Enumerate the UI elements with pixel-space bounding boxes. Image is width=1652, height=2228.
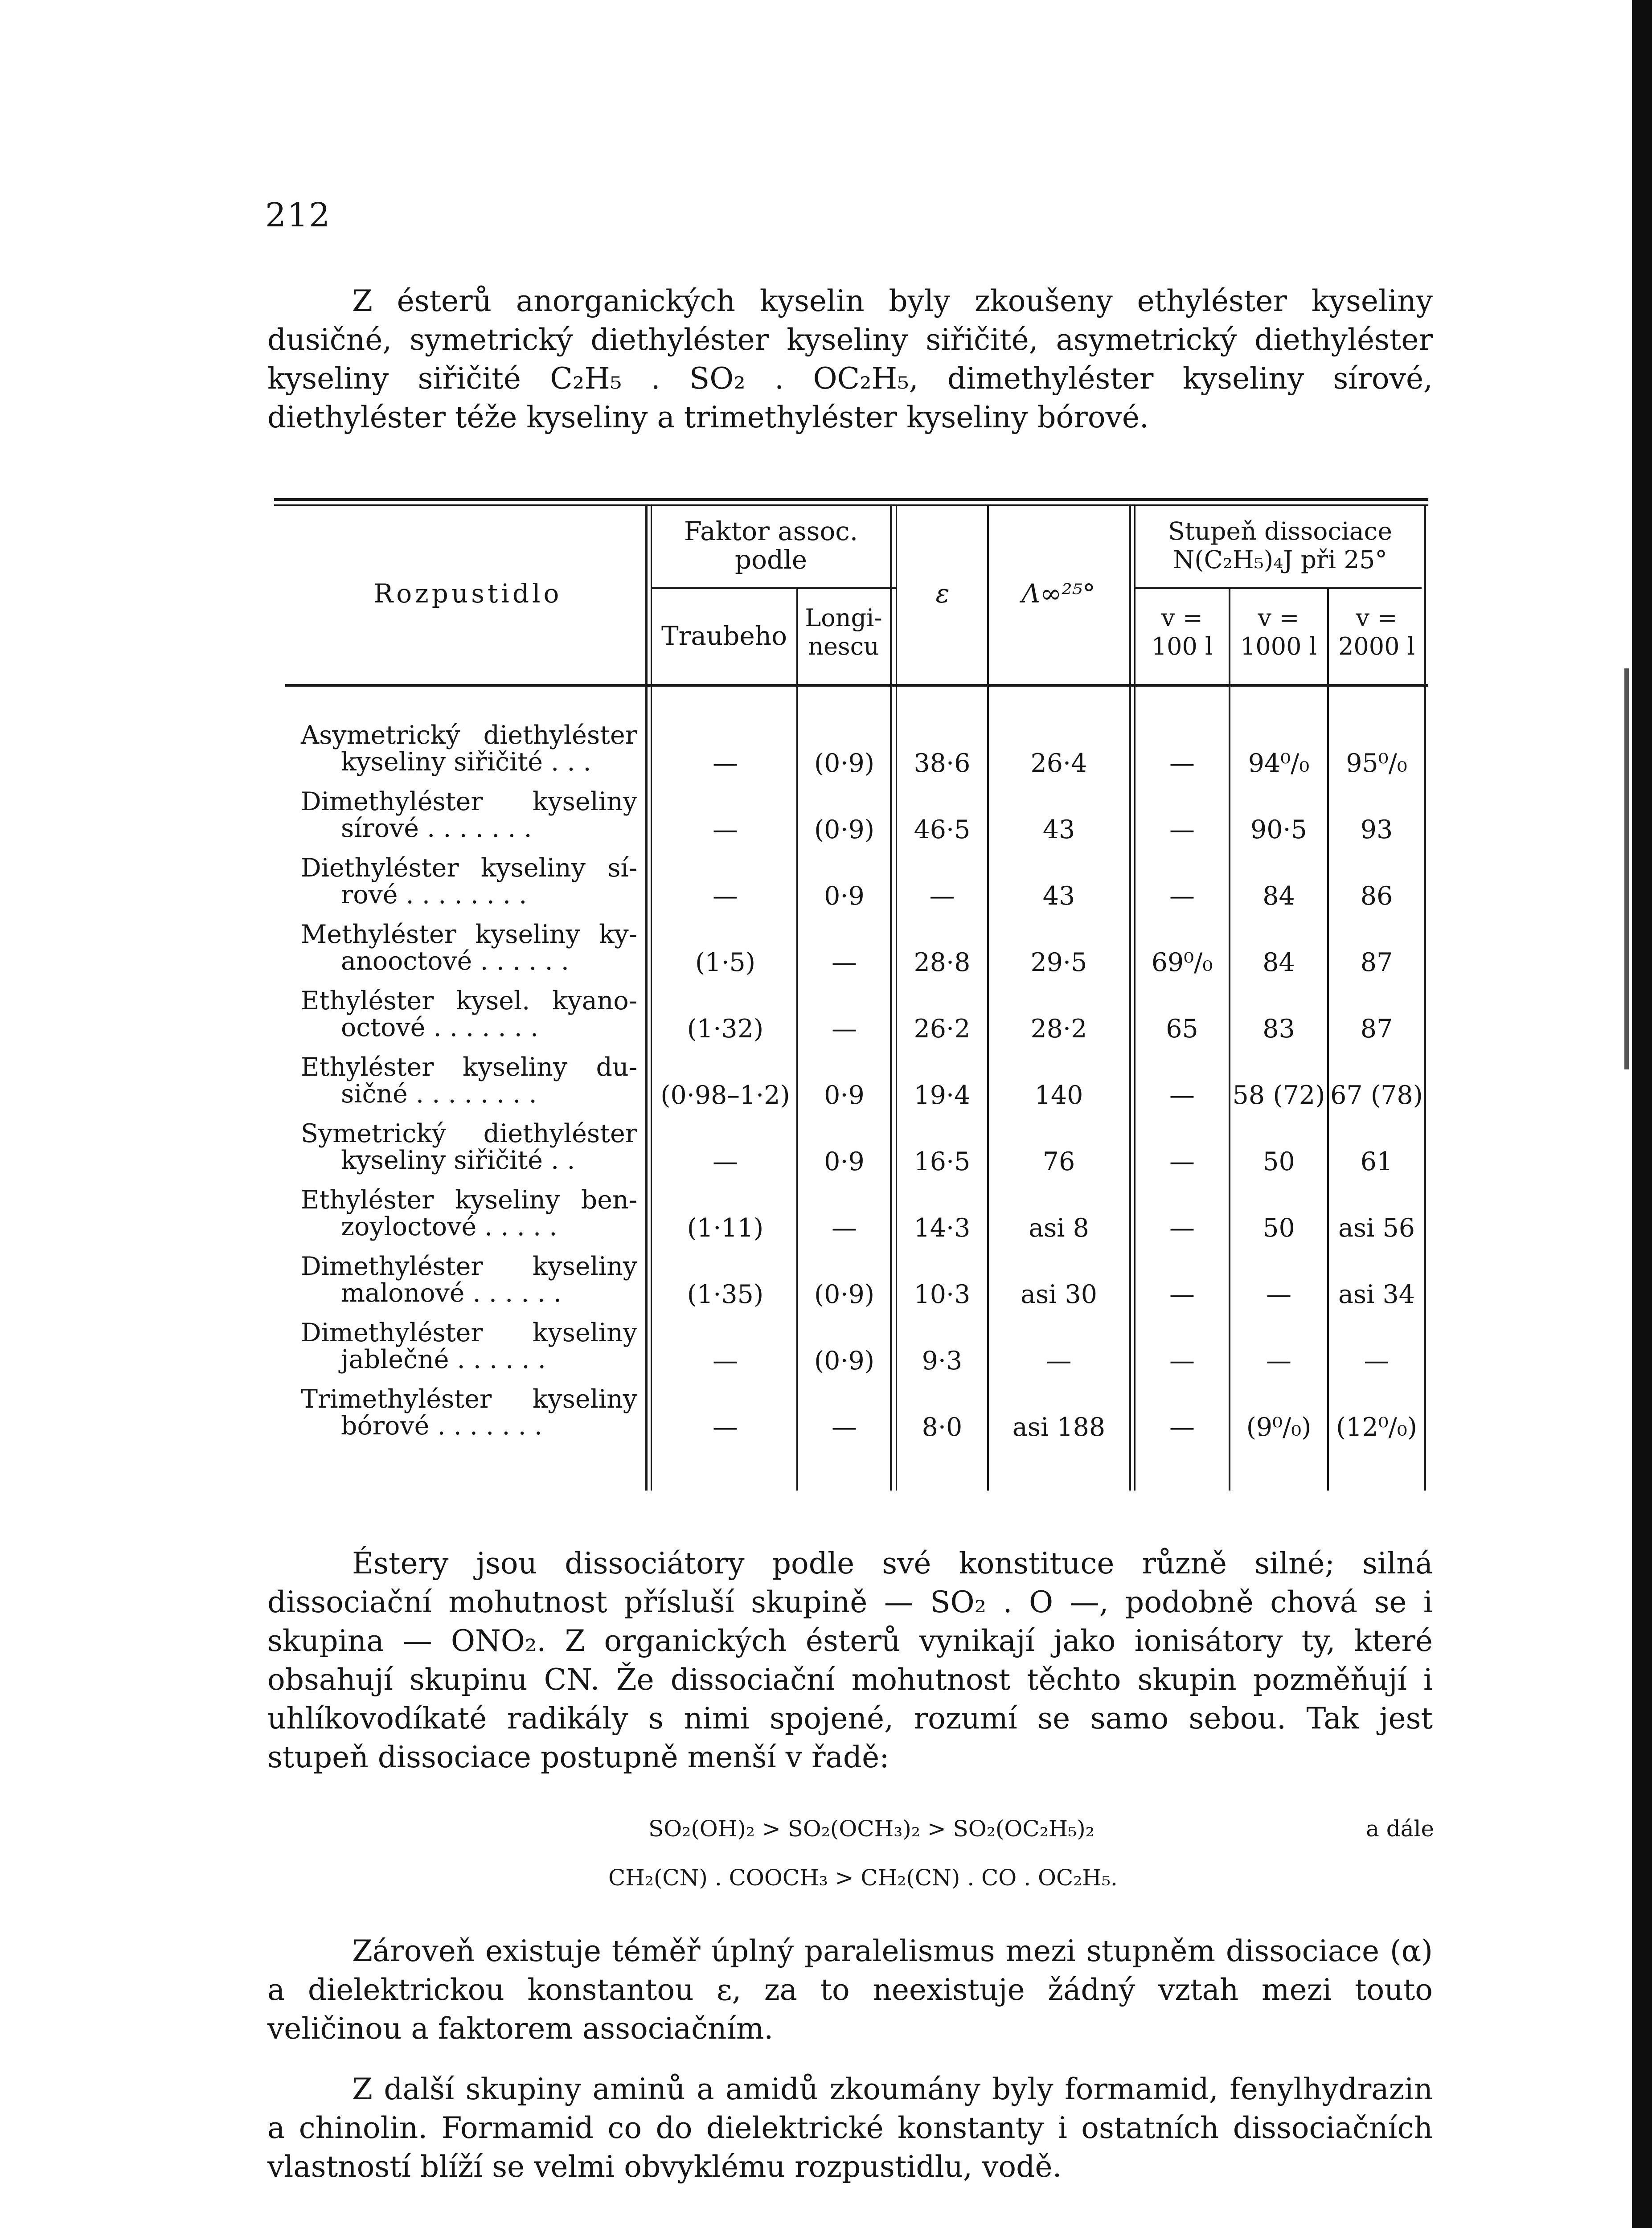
amines-text: Z další skupiny aminů a amidů zkoumány byly formamid, fenylhydrazin a chinolin. Formamid co do dielektrické konstanty i ostatních dissociačních vlastností blíží se velmi obvyklému rozpustidlu, vodě. [267, 2072, 1433, 2184]
formula-continuation: a dále [1366, 1816, 1435, 1842]
cell-d1000: 50 [1263, 1147, 1295, 1176]
solvent-line: jablečné . . . . . . [341, 1345, 546, 1374]
cell-traube: (1·5) [695, 948, 756, 977]
cell-eps: 26·2 [914, 1014, 971, 1044]
cell-d2000: 87 [1360, 948, 1393, 977]
cell-lam: asi 30 [1020, 1280, 1098, 1309]
cell-d100: — [1169, 1346, 1195, 1376]
cell-d100: — [1169, 1081, 1195, 1110]
solvent-line: Symetrický diethyléster [301, 1119, 637, 1148]
cell-d1000: (9⁰/₀) [1246, 1413, 1312, 1442]
cell-eps: 46·5 [914, 815, 971, 844]
cell-d1000: 84 [1263, 881, 1295, 911]
col-divider [651, 506, 652, 1491]
cell-lam: 29·5 [1030, 948, 1087, 977]
cell-longi: (0·9) [814, 1346, 875, 1376]
cell-d2000: asi 34 [1338, 1280, 1415, 1309]
col-divider [890, 506, 892, 1491]
cell-d100: 69⁰/₀ [1151, 948, 1213, 977]
cell-traube: — [713, 815, 738, 844]
amines-paragraph [267, 2070, 1433, 2186]
cell-longi: — [832, 1413, 857, 1442]
cell-d100: 65 [1166, 1014, 1198, 1044]
cell-d1000: 58 (72) [1232, 1081, 1325, 1110]
cell-lam: 28·2 [1030, 1014, 1087, 1044]
solvent-line: sičné . . . . . . . . [341, 1079, 537, 1109]
cell-traube: (1·32) [687, 1014, 764, 1044]
cell-traube: (1·11) [687, 1213, 764, 1243]
solvent-name [301, 722, 637, 775]
col-divider [896, 506, 897, 1491]
cell-d1000: — [1266, 1346, 1291, 1376]
cell-lam: 26·4 [1030, 749, 1087, 778]
cell-d100: — [1169, 1413, 1195, 1442]
solvent-line: Dimethyléster kyseliny [301, 787, 637, 816]
solvent-name [301, 1386, 637, 1439]
solvent-name [301, 1253, 637, 1306]
solvent-line: anooctové . . . . . . [341, 946, 569, 976]
cell-d1000: 83 [1263, 1014, 1295, 1044]
solvent-name [301, 921, 637, 975]
solvent-line: Dimethyléster kyseliny [301, 1318, 637, 1347]
cell-lam: 43 [1042, 815, 1075, 844]
dissoc-subrule [1134, 587, 1422, 589]
cell-eps: 8·0 [922, 1413, 963, 1442]
solvent-line: Asymetrický diethyléster [301, 721, 637, 750]
header-v100: v = 100 l [1151, 604, 1213, 660]
cell-eps: 9·3 [922, 1346, 963, 1376]
solvent-line: bórové . . . . . . . [341, 1411, 542, 1441]
header-factor: Faktor assoc. podle [684, 516, 858, 575]
solvent-name [301, 1319, 637, 1373]
cell-eps: 38·6 [914, 749, 971, 778]
esters-text: Éstery jsou dissociátory podle své konstituce různě silné; silná dissociační mohutnost přísluší skupině — SO₂ . O —, podobně chová se i skupina — ONO₂. Z organických ésterů vynikají jako ionisátory ty, které obsahují skupinu CN. Že dissociační mohutnost těchto skupin pozměňují i uhlíkovodíkaté radikály s nimi spojené, rozumí se samo sebou. Tak jest stupeň dissociace postupně menší v řadě: [267, 1546, 1433, 1774]
cell-d1000: 84 [1263, 948, 1295, 977]
cell-longi: 0·9 [824, 1081, 865, 1110]
cell-d2000: 67 (78) [1330, 1081, 1423, 1110]
cell-d2000: 95⁰/₀ [1346, 749, 1407, 778]
cell-traube: — [713, 1147, 738, 1176]
header-v1000: v = 1000 l [1240, 604, 1317, 660]
col-divider [645, 506, 648, 1491]
cell-eps: 10·3 [914, 1280, 971, 1309]
cell-longi: (0·9) [814, 815, 875, 844]
cell-eps: 19·4 [914, 1081, 971, 1110]
solvent-line: Diethyléster kyseliny sí- [301, 853, 637, 883]
cell-d100: — [1169, 815, 1195, 844]
col-divider [1424, 506, 1426, 1491]
solvent-line: rové . . . . . . . . [341, 880, 527, 909]
cell-d1000: 50 [1263, 1213, 1295, 1243]
solvent-line: kyseliny siřičité . . [341, 1146, 575, 1175]
solvent-name [301, 788, 637, 842]
header-epsilon: ε [935, 578, 950, 609]
solvent-line: octové . . . . . . . [341, 1013, 539, 1042]
factor-subrule [651, 587, 896, 589]
cell-traube: — [713, 1413, 738, 1442]
solvent-name [301, 1187, 637, 1240]
cell-lam: — [1046, 1346, 1072, 1376]
cell-d2000: 86 [1360, 881, 1393, 911]
header-lambda: Λ∞²⁵° [1021, 578, 1095, 609]
solvent-line: Trimethyléster kyseliny [301, 1384, 637, 1414]
page-number: 212 [265, 196, 331, 234]
formula-cyanoacetates: CH₂(CN) . COOCH₃ > CH₂(CN) . CO . OC₂H₅. [608, 1865, 1118, 1891]
cell-lam: 43 [1042, 881, 1075, 911]
cell-eps: 16·5 [914, 1147, 971, 1176]
cell-traube: — [713, 1346, 738, 1376]
solvent-line: Ethyléster kysel. kyano- [301, 986, 637, 1016]
cell-lam: asi 188 [1012, 1413, 1106, 1442]
solvent-line: kyseliny siřičité . . . [341, 747, 591, 777]
cell-longi: — [832, 948, 857, 977]
col-divider [987, 506, 989, 1491]
cell-longi: — [832, 1014, 857, 1044]
solvent-line: Ethyléster kyseliny ben- [301, 1185, 637, 1215]
solvent-line: Ethyléster kyseliny du- [301, 1053, 637, 1082]
cell-lam: asi 8 [1029, 1213, 1089, 1243]
table-top-rule [274, 498, 1428, 501]
formula-sulfates: SO₂(OH)₂ > SO₂(OCH₃)₂ > SO₂(OC₂H₅)₂ [648, 1816, 1095, 1842]
cell-traube: (0·98–1·2) [660, 1081, 790, 1110]
cell-d100: — [1169, 1213, 1195, 1243]
cell-d100: — [1169, 1147, 1195, 1176]
intro-text: Z ésterů anorganických kyselin byly zkoušeny ethyléster kyseliny dusičné, symetrický diethyléster kyseliny siřičité, asymetrický diethyléster kyseliny siřičité C₂H₅ . SO₂ . OC₂H₅, dimethyléster kyseliny sírové, diethyléster téže kyseliny a trimethyléster kyseliny bórové. [267, 284, 1433, 434]
cell-longi: (0·9) [814, 1280, 875, 1309]
cell-eps: — [929, 881, 955, 911]
cell-d2000: — [1364, 1346, 1390, 1376]
cell-d1000: 90·5 [1250, 815, 1307, 844]
parallelism-paragraph [267, 1932, 1433, 2048]
col-divider [1129, 506, 1131, 1491]
parallelism-text: Zároveň existuje téměř úplný paralelismus mezi stupněm dissociace (α) a dielektrickou konstantou ε, za to neexistuje žádný vztah mezi touto veličinou a faktorem associačním. [267, 1934, 1433, 2046]
cell-longi: 0·9 [824, 881, 865, 911]
header-longinescu: Longi-nescu [805, 604, 882, 660]
cell-longi: 0·9 [824, 1147, 865, 1176]
cell-d2000: 93 [1360, 815, 1393, 844]
cell-d2000: asi 56 [1338, 1213, 1415, 1243]
cell-d100: — [1169, 1280, 1195, 1309]
cell-eps: 28·8 [914, 948, 971, 977]
cell-lam: 140 [1034, 1081, 1083, 1110]
esters-paragraph [267, 1544, 1433, 1777]
header-traubeho: Traubeho [661, 621, 787, 651]
cell-traube: — [713, 881, 738, 911]
header-dissociation: Stupeň dissociace N(C₂H₅)₄J při 25° [1168, 517, 1392, 574]
header-bottom-rule [285, 684, 1428, 687]
solvent-line: Dimethyléster kyseliny [301, 1252, 637, 1281]
cell-d1000: — [1266, 1280, 1291, 1309]
solvent-line: sírové . . . . . . . [341, 814, 532, 843]
solvent-line: zoyloctové . . . . . [341, 1212, 557, 1241]
cell-traube: — [713, 749, 738, 778]
cell-d1000: 94⁰/₀ [1248, 749, 1310, 778]
cell-eps: 14·3 [914, 1213, 971, 1243]
solvent-line: Methyléster kyseliny ky- [301, 920, 637, 949]
cell-longi: (0·9) [814, 749, 875, 778]
cell-traube: (1·35) [687, 1280, 764, 1309]
solvent-name [301, 1120, 637, 1174]
cell-d100: — [1169, 749, 1195, 778]
solvent-name [301, 1054, 637, 1107]
cell-d2000: 87 [1360, 1014, 1393, 1044]
cell-d2000: (12⁰/₀) [1336, 1413, 1417, 1442]
solvent-line: malonové . . . . . . [341, 1278, 562, 1308]
cell-lam: 76 [1042, 1147, 1075, 1176]
table-top-rule-thin [274, 504, 1428, 506]
cell-d100: — [1169, 881, 1195, 911]
cell-d2000: 61 [1360, 1147, 1393, 1176]
header-solvent: Rozpustidlo [373, 578, 562, 609]
solvent-name [301, 987, 637, 1041]
col-divider [1134, 506, 1135, 1491]
solvent-name [301, 855, 637, 908]
cell-longi: — [832, 1213, 857, 1243]
header-v2000: v = 2000 l [1338, 604, 1415, 660]
